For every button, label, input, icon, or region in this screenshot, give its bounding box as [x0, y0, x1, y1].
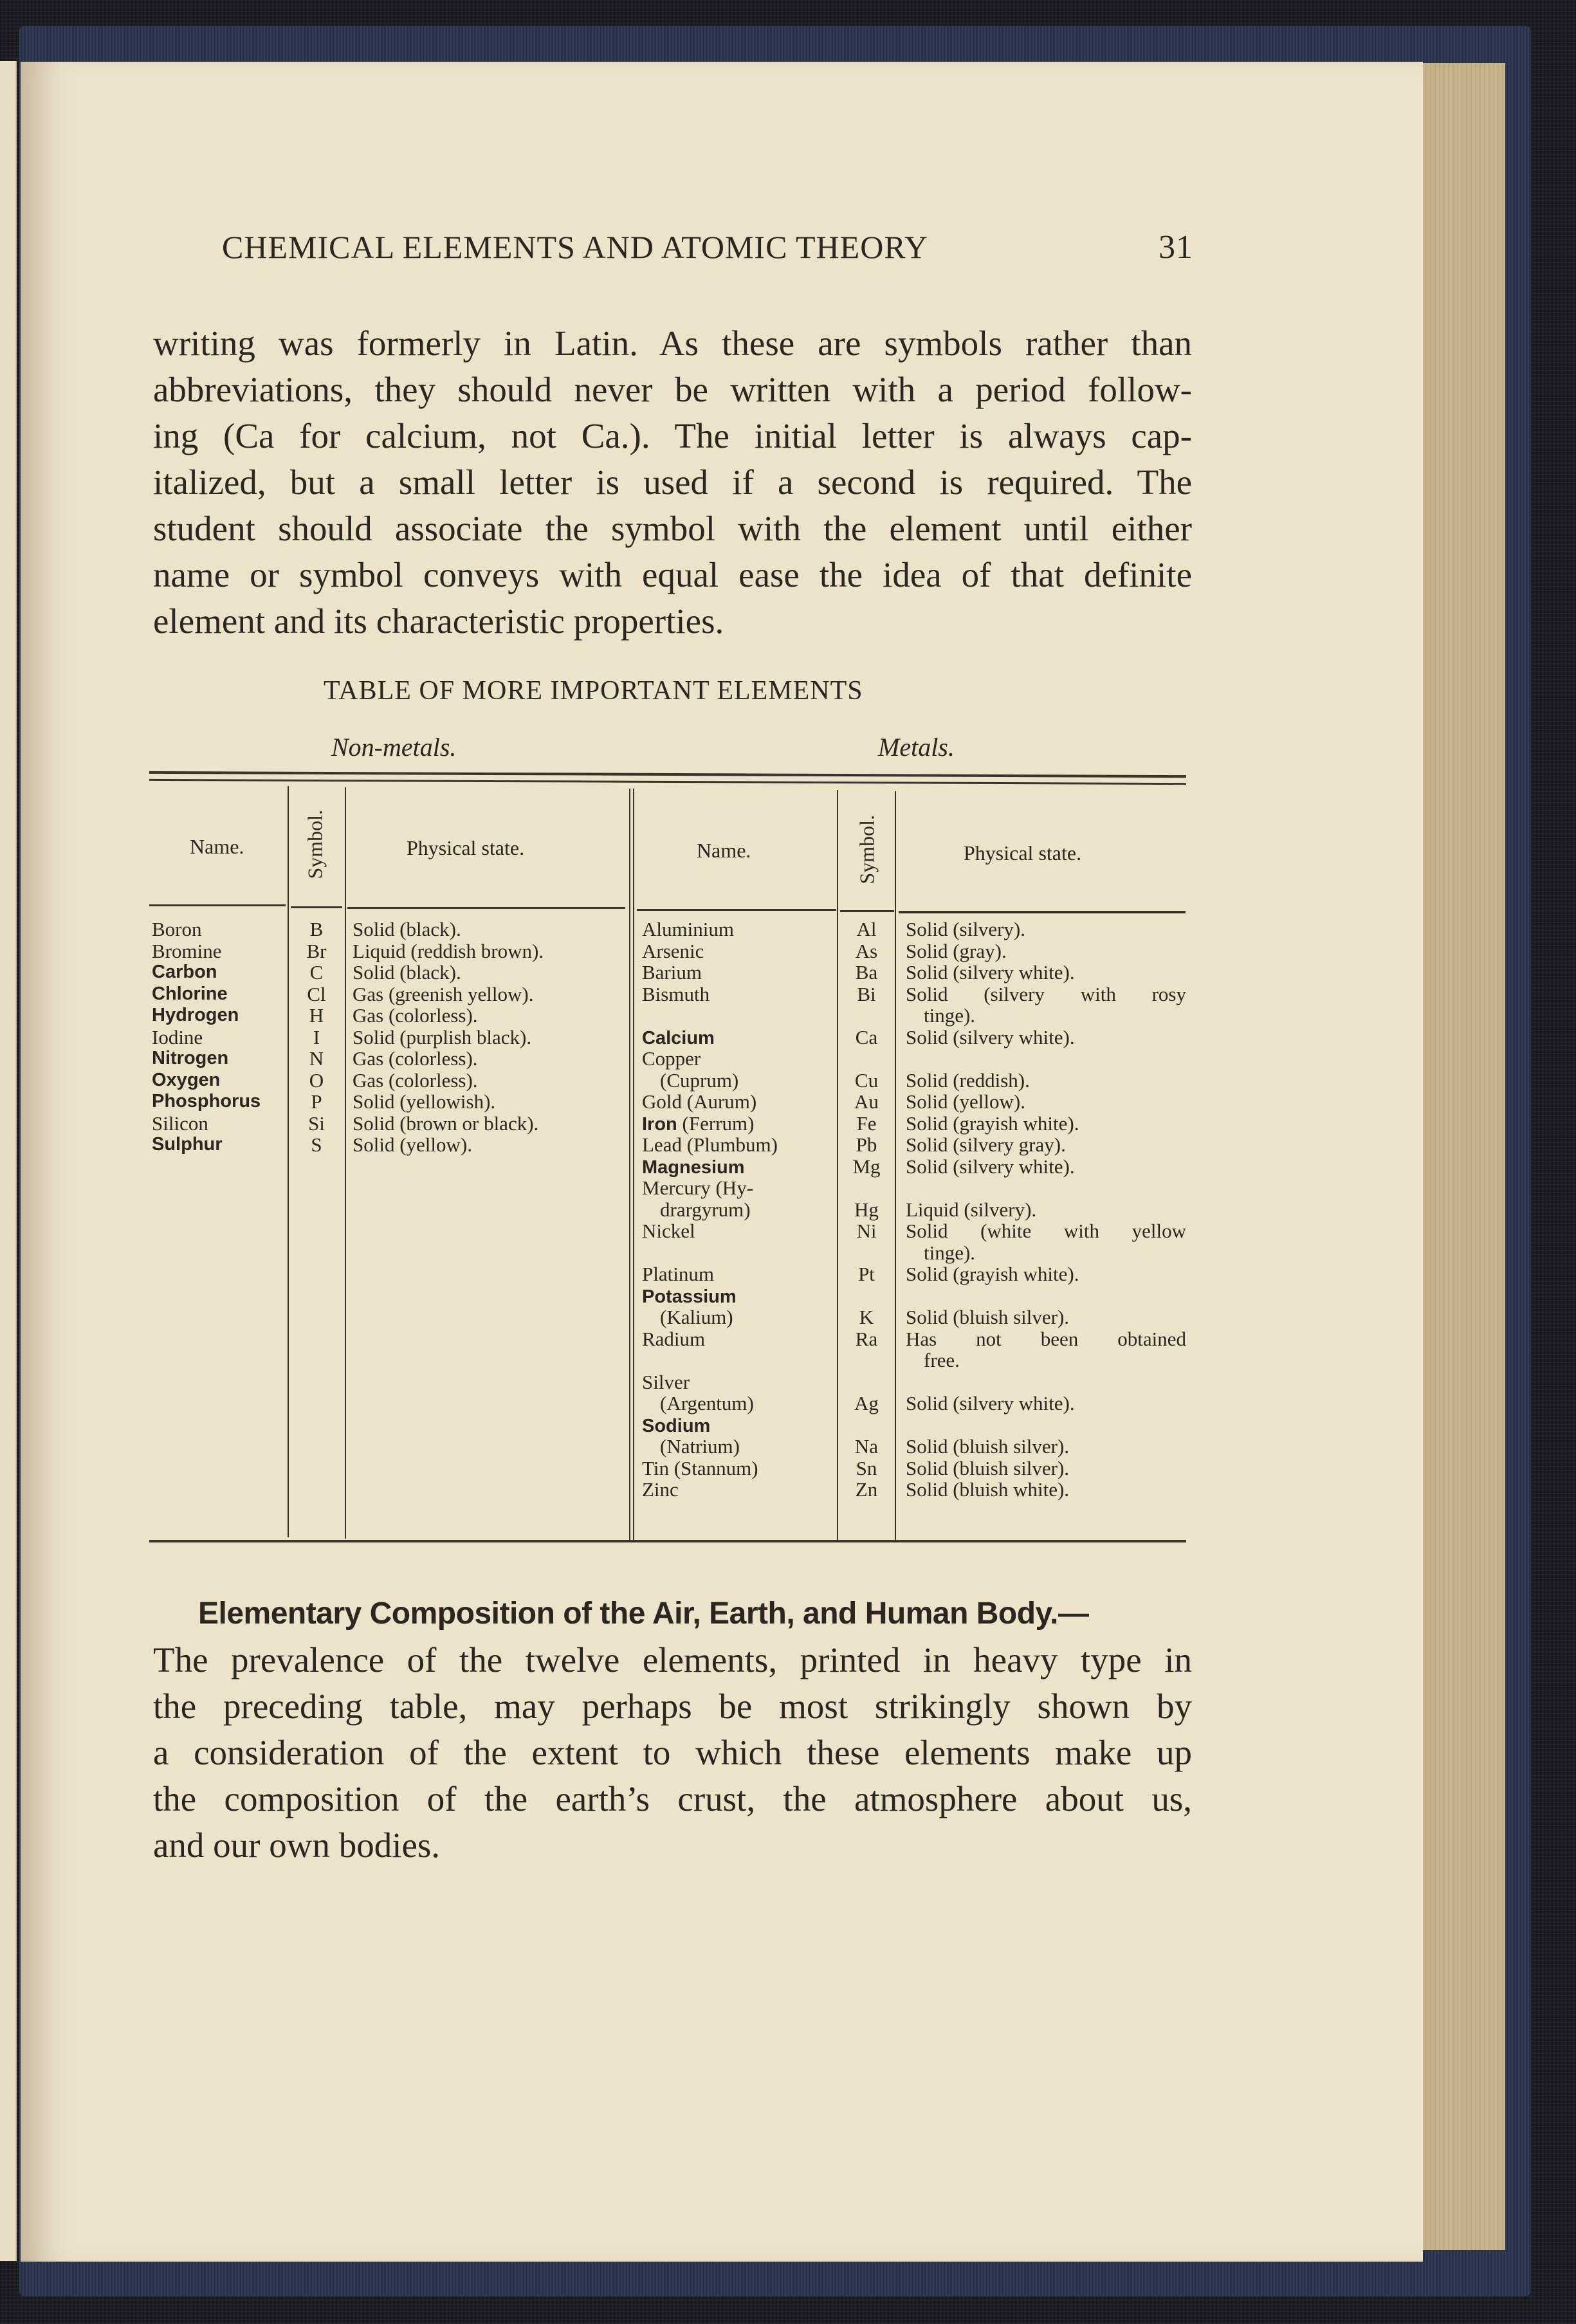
element-name: Gold (Aurum)	[642, 1090, 757, 1113]
element-state: Solid (yellow).	[906, 1090, 1025, 1113]
element-state: Solid (bluish silver).	[906, 1456, 1070, 1479]
element-state: Solid (silvery).	[906, 918, 1025, 940]
text-line: abbreviations, they should never be written with a period follow-	[153, 370, 1192, 409]
element-state: Solid (silvery white).	[906, 1392, 1075, 1414]
intro-paragraph	[153, 320, 1192, 645]
section-paragraph	[153, 1589, 1192, 1869]
element-state: Gas (colorless).	[353, 1068, 478, 1092]
header-name-metals: Name.	[697, 839, 751, 862]
element-state: Solid (yellow).	[353, 1133, 472, 1156]
element-name: Phosphorus	[152, 1091, 261, 1112]
element-state: Solid (black).	[353, 961, 461, 984]
element-symbol: Zn	[855, 1478, 878, 1501]
element-symbol: Pb	[856, 1133, 877, 1156]
element-name: Silicon	[152, 1112, 208, 1135]
spacer	[839, 1371, 894, 1393]
element-state: Liquid (silvery).	[906, 1198, 1037, 1221]
nonmetals-symbol-column	[289, 919, 344, 1156]
header-underline	[149, 904, 286, 906]
element-name: Zinc	[642, 1478, 679, 1501]
running-head	[222, 228, 1193, 266]
header-underline	[840, 910, 894, 912]
element-state: Solid (silvery white).	[906, 961, 1075, 984]
element-state: Solid (bluish silver).	[906, 1306, 1070, 1328]
element-symbol: P	[311, 1090, 322, 1113]
element-symbol: Na	[854, 1435, 879, 1458]
text-line: a consideration of the extent to which these elements make up	[153, 1733, 1192, 1772]
element-symbol: Pt	[858, 1263, 875, 1285]
element-name: Bromine	[152, 939, 222, 962]
spacer	[906, 1177, 1186, 1199]
element-name-cont	[642, 1242, 836, 1264]
header-state-metals: Physical state.	[964, 841, 1082, 865]
element-name: Arsenic	[642, 939, 704, 962]
nonmetals-subtitle: Non-metals.	[331, 733, 457, 762]
element-name: Carbon	[152, 962, 217, 982]
element-state: Solid (grayish white).	[906, 1112, 1079, 1135]
element-name	[642, 1156, 836, 1178]
element-symbol: Bi	[857, 982, 876, 1005]
nonmetals-name-column	[152, 919, 287, 1156]
element-name	[642, 1414, 836, 1436]
element-name-cont: drargyrum)	[660, 1198, 751, 1221]
element-symbol: Sn	[856, 1456, 877, 1479]
element-symbol: N	[309, 1047, 324, 1070]
element-state: Gas (colorless).	[353, 1047, 478, 1070]
element-state: Solid (grayish white).	[906, 1263, 1079, 1285]
header-underline	[899, 911, 1186, 913]
element-symbol: S	[311, 1133, 322, 1156]
spacer	[839, 1350, 894, 1371]
spacer	[906, 1048, 1186, 1070]
element-state-cont: tinge).	[924, 1004, 976, 1027]
element-name	[642, 1285, 836, 1307]
spacer	[839, 1005, 894, 1027]
element-symbol: Au	[854, 1090, 879, 1113]
text-line: ing (Ca for calcium, not Ca.). The initial letter is always cap-	[153, 416, 1192, 455]
element-name: Boron	[152, 918, 202, 940]
element-symbol: Cu	[854, 1068, 879, 1092]
element-name: Lead (Plumbum)	[642, 1133, 778, 1156]
element-symbol: C	[309, 961, 324, 984]
spacer	[839, 1048, 894, 1070]
element-symbol: Al	[856, 918, 877, 940]
element-name: Barium	[642, 961, 702, 984]
element-state: Solid (silvery with rosy	[906, 982, 1186, 1005]
header-state-nonmetals: Physical state.	[407, 836, 525, 859]
element-name-latin: (Ferrum)	[677, 1112, 755, 1135]
header-underline	[291, 906, 342, 908]
section-divider	[629, 789, 630, 1540]
spacer	[906, 1414, 1186, 1436]
page-fore-edge	[1412, 63, 1505, 2250]
element-name-bold: Calcium	[642, 1027, 715, 1048]
element-name: Hydrogen	[152, 1005, 239, 1025]
element-symbol: Br	[306, 939, 327, 962]
element-state: Liquid (reddish brown).	[353, 939, 544, 962]
element-symbol: Ni	[856, 1220, 877, 1242]
header-name-nonmetals: Name.	[190, 835, 244, 858]
text-line: name or symbol conveys with equal ease the idea of that definite	[153, 555, 1192, 594]
element-state: Solid (silvery white).	[906, 1155, 1075, 1178]
element-name-cont	[642, 1350, 836, 1371]
element-state: Solid (reddish).	[906, 1068, 1030, 1092]
table-bottom-rule	[149, 1540, 1186, 1542]
element-name-cont: (Natrium)	[660, 1435, 740, 1458]
element-state: Gas (greenish yellow).	[353, 982, 534, 1005]
element-symbol: Ba	[855, 961, 878, 984]
element-name: Radium	[642, 1327, 706, 1350]
nonmetals-state-column	[353, 919, 628, 1156]
metals-symbol-column	[839, 919, 894, 1501]
metals-state-column	[906, 919, 1186, 1501]
text-line: and our own bodies.	[153, 1825, 441, 1865]
element-name: Silver	[642, 1370, 690, 1393]
element-symbol: B	[309, 918, 324, 940]
element-name-cont: (Cuprum)	[660, 1068, 739, 1092]
metals-subtitle: Metals.	[878, 733, 955, 762]
element-state: Solid (bluish white).	[906, 1478, 1070, 1501]
element-symbol: Si	[308, 1112, 325, 1135]
header-symbol-metals: Symbol.	[855, 814, 879, 884]
element-name: Nitrogen	[152, 1048, 229, 1068]
element-name-bold: Iron	[642, 1113, 677, 1135]
element-state: Solid (purplish black).	[353, 1025, 532, 1048]
header-underline	[347, 907, 625, 909]
element-name	[642, 1113, 836, 1135]
column-divider	[288, 786, 289, 1537]
element-state: Solid (silvery gray).	[906, 1133, 1066, 1156]
element-symbol: K	[859, 1306, 874, 1328]
column-divider	[895, 791, 896, 1542]
text-line: The prevalence of the twelve elements, printed in heavy type in	[153, 1640, 1192, 1679]
column-divider	[837, 790, 838, 1541]
text-line: italized, but a small letter is used if a second is required. The	[153, 462, 1192, 502]
element-state: Solid (silvery white).	[906, 1025, 1075, 1048]
element-symbol: Ra	[855, 1327, 878, 1350]
section-heading-text: Elementary Composition of the Air, Earth, and Human Body.—	[198, 1597, 1089, 1631]
element-name: Chlorine	[152, 983, 228, 1004]
element-name	[642, 1027, 836, 1048]
element-symbol: Fe	[856, 1112, 877, 1135]
chapter-title: CHEMICAL ELEMENTS AND ATOMIC THEORY	[222, 229, 929, 265]
element-symbol: As	[855, 939, 878, 962]
metals-name-column	[642, 919, 836, 1501]
element-name: Iodine	[152, 1025, 203, 1048]
element-state: Solid (gray).	[906, 939, 1007, 962]
element-name-bold: Magnesium	[642, 1157, 745, 1178]
element-name-bold: Sodium	[642, 1415, 711, 1436]
element-name: Mercury (Hy-	[642, 1176, 754, 1199]
table-title: TABLE OF MORE IMPORTANT ELEMENTS	[324, 676, 863, 706]
element-symbol: I	[313, 1025, 320, 1048]
element-name: Tin (Stannum)	[642, 1456, 758, 1479]
element-state: Gas (colorless).	[353, 1004, 478, 1027]
text-line: the composition of the earth’s crust, the atmosphere about us,	[153, 1779, 1192, 1818]
element-name: Oxygen	[152, 1069, 221, 1090]
left-page-edge	[0, 61, 17, 2261]
element-name: Platinum	[642, 1263, 714, 1285]
element-state: Has not been obtained	[906, 1327, 1186, 1350]
header-symbol-nonmetals: Symbol.	[303, 809, 327, 879]
text-line: writing was formerly in Latin. As these are symbols rather than	[153, 324, 1192, 363]
element-name: Copper	[642, 1047, 701, 1070]
element-state: Solid (yellowish).	[353, 1090, 496, 1113]
section-heading	[153, 1589, 1192, 1637]
element-name-bold: Potassium	[642, 1286, 737, 1307]
section-divider	[633, 789, 634, 1540]
spacer	[839, 1242, 894, 1264]
element-state: Solid (bluish silver).	[906, 1435, 1070, 1458]
element-state-cont: tinge).	[924, 1241, 976, 1264]
element-name-cont	[642, 1005, 836, 1027]
spacer	[906, 1285, 1186, 1307]
element-state: Solid (brown or black).	[353, 1112, 539, 1135]
element-symbol: H	[309, 1004, 324, 1027]
element-symbol: Cl	[307, 982, 326, 1005]
header-underline	[637, 909, 836, 911]
element-symbol: O	[309, 1068, 324, 1092]
element-name: Bismuth	[642, 982, 710, 1005]
element-state: Solid (black).	[353, 918, 461, 940]
page-number: 31	[1159, 229, 1193, 266]
spacer	[839, 1177, 894, 1199]
element-symbol: Ca	[855, 1025, 878, 1048]
element-name: Aluminium	[642, 918, 734, 940]
element-state-cont: free.	[924, 1349, 960, 1371]
element-name: Sulphur	[152, 1134, 223, 1155]
element-name-cont: (Argentum)	[660, 1392, 754, 1414]
element-symbol: Ag	[854, 1392, 879, 1414]
column-divider	[345, 787, 346, 1539]
text-line: element and its characteristic properties.	[153, 601, 724, 641]
element-name: Nickel	[642, 1220, 695, 1242]
element-state: Solid (white with yellow	[906, 1220, 1186, 1242]
text-line: student should associate the symbol with the element until either	[153, 509, 1192, 548]
spacer	[906, 1371, 1186, 1393]
spacer	[839, 1285, 894, 1307]
text-line: the preceding table, may perhaps be most strikingly shown by	[153, 1687, 1192, 1726]
element-symbol: Hg	[854, 1198, 879, 1221]
element-symbol: Mg	[852, 1155, 881, 1178]
spacer	[839, 1414, 894, 1436]
element-name-cont: (Kalium)	[660, 1306, 733, 1328]
